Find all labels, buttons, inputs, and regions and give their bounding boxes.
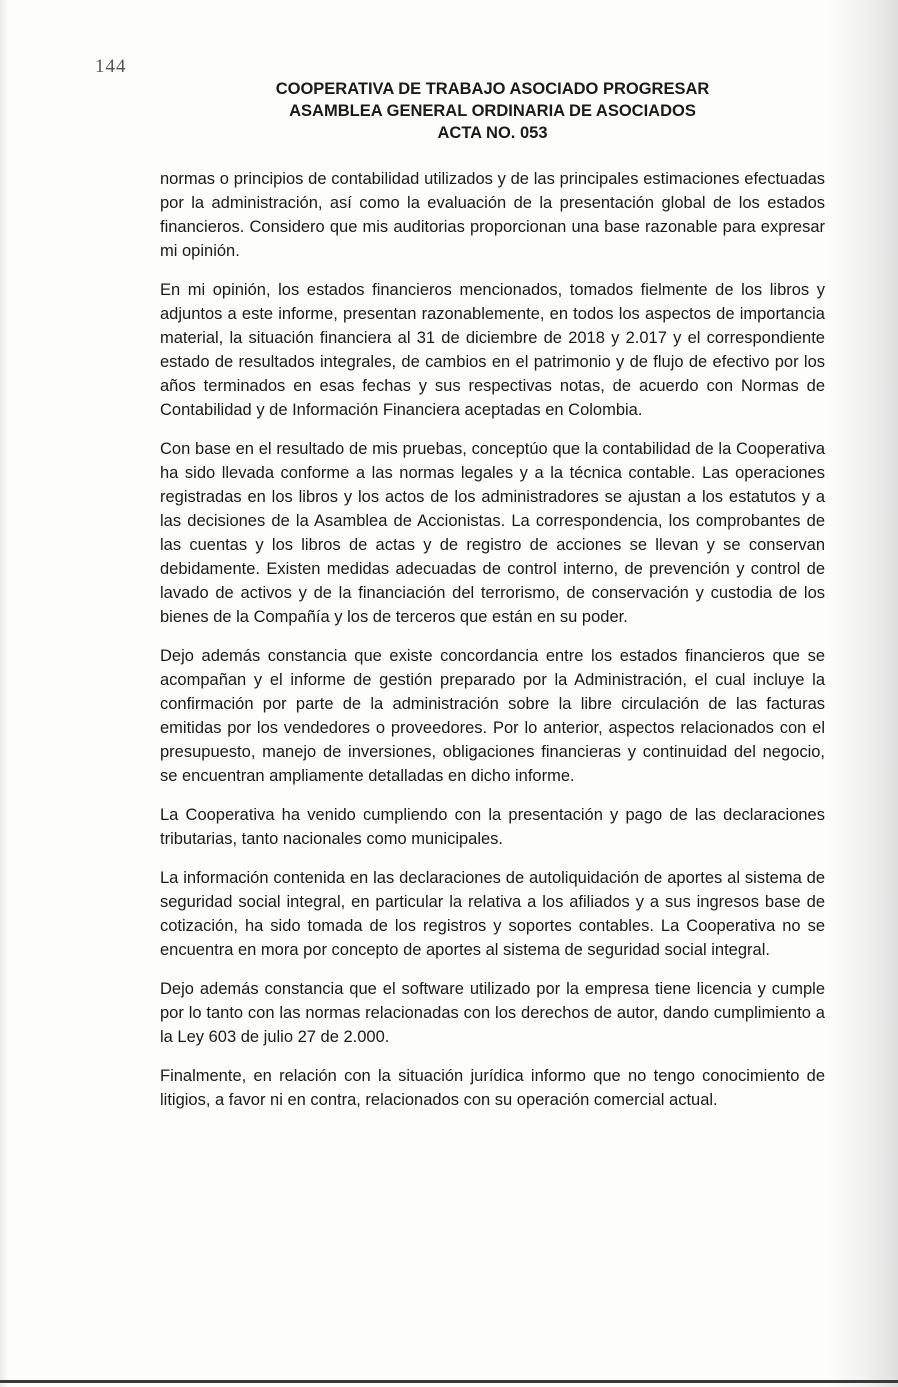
- page-folio-number: 144: [95, 56, 127, 77]
- scan-bottom-edge: [0, 1380, 898, 1383]
- header-organization: COOPERATIVA DE TRABAJO ASOCIADO PROGRESAR: [275, 80, 710, 98]
- document-header: [160, 78, 825, 144]
- paragraph-legal-situation: Finalmente, en relación con la situación jurídica informo que no tengo conocimiento de litigios, a favor ni en contra, relacionados con su operación comercial actual.: [160, 1067, 825, 1109]
- paragraph-social-security: La información contenida en las declaraciones de autoliquidación de aportes al sistema de seguridad social integral, en particular la relativa a los afiliados y a sus ingresos base de cotización, ha sido tomada de los registros y soportes contables. La Cooperativa no se encuentra en mora por concepto de aportes al sistema de seguridad social integral.: [160, 869, 825, 959]
- paragraph-opinion: En mi opinión, los estados financieros mencionados, tomados fielmente de los libros y adjuntos a este informe, presentan razonablemente, en todos los aspectos de importancia material, la situación financiera al 31 de diciembre de 2018 y 2.017 y el correspondiente estado de resultados integrales, de cambios en el patrimonio y de flujo de efectivo por los años terminados en esas fechas y sus respectivas notas, de acuerdo con Normas de Contabilidad y de Información Financiera aceptadas en Colombia.: [160, 281, 825, 419]
- scan-shadow-right: [828, 0, 898, 1387]
- scan-shadow-left: [0, 0, 8, 1387]
- header-act-number: ACTA NO. 053: [437, 124, 548, 142]
- paragraph-tax-declarations: La Cooperativa ha venido cumpliendo con la presentación y pago de las declaraciones tributarias, tanto nacionales como municipales.: [160, 806, 825, 848]
- paragraph-accounting-compliance: Con base en el resultado de mis pruebas, conceptúo que la contabilidad de la Cooperativa ha sido llevada conforme a las normas legales y a la técnica contable. Las operaciones registradas en los libros y los actos de los administradores se ajustan a los estatutos y a las decisiones de la Asamblea de Accionistas. La correspondencia, los comprobantes de las cuentas y los libros de actas y de registro de acciones se llevan y se conservan debidamente. Existen medidas adecuadas de control interno, de prevención y control de lavado de activos y de la financiación del terrorismo, de conservación y custodia de los bienes de la Compañía y los de terceros que están en su poder.: [160, 440, 825, 626]
- paragraph-management-report: Dejo además constancia que existe concordancia entre los estados financieros que se acompañan y el informe de gestión preparado por la Administración, el cual incluye la confirmación por parte de la administración sobre la libre circulación de las facturas emitidas por los vendedores o proveedores. Por lo anterior, aspectos relacionados con el presupuesto, manejo de inversiones, obligaciones financieras y continuidad del negocio, se encuentran ampliamente detalladas en dicho informe.: [160, 647, 825, 785]
- paragraph-audit-scope: normas o principios de contabilidad utilizados y de las principales estimaciones efectuadas por la administración, así como la evaluación de la presentación global de los estados financieros. Considero que mis auditorias proporcionan una base razonable para expresar mi opinión.: [160, 170, 825, 260]
- header-assembly: ASAMBLEA GENERAL ORDINARIA DE ASOCIADOS: [289, 102, 696, 120]
- paragraph-software-license: Dejo además constancia que el software utilizado por la empresa tiene licencia y cumple por lo tanto con las normas relacionadas con los derechos de autor, dando cumplimiento a la Ley 603 de julio 27 de 2.000.: [160, 980, 825, 1046]
- document-body: [160, 167, 825, 1127]
